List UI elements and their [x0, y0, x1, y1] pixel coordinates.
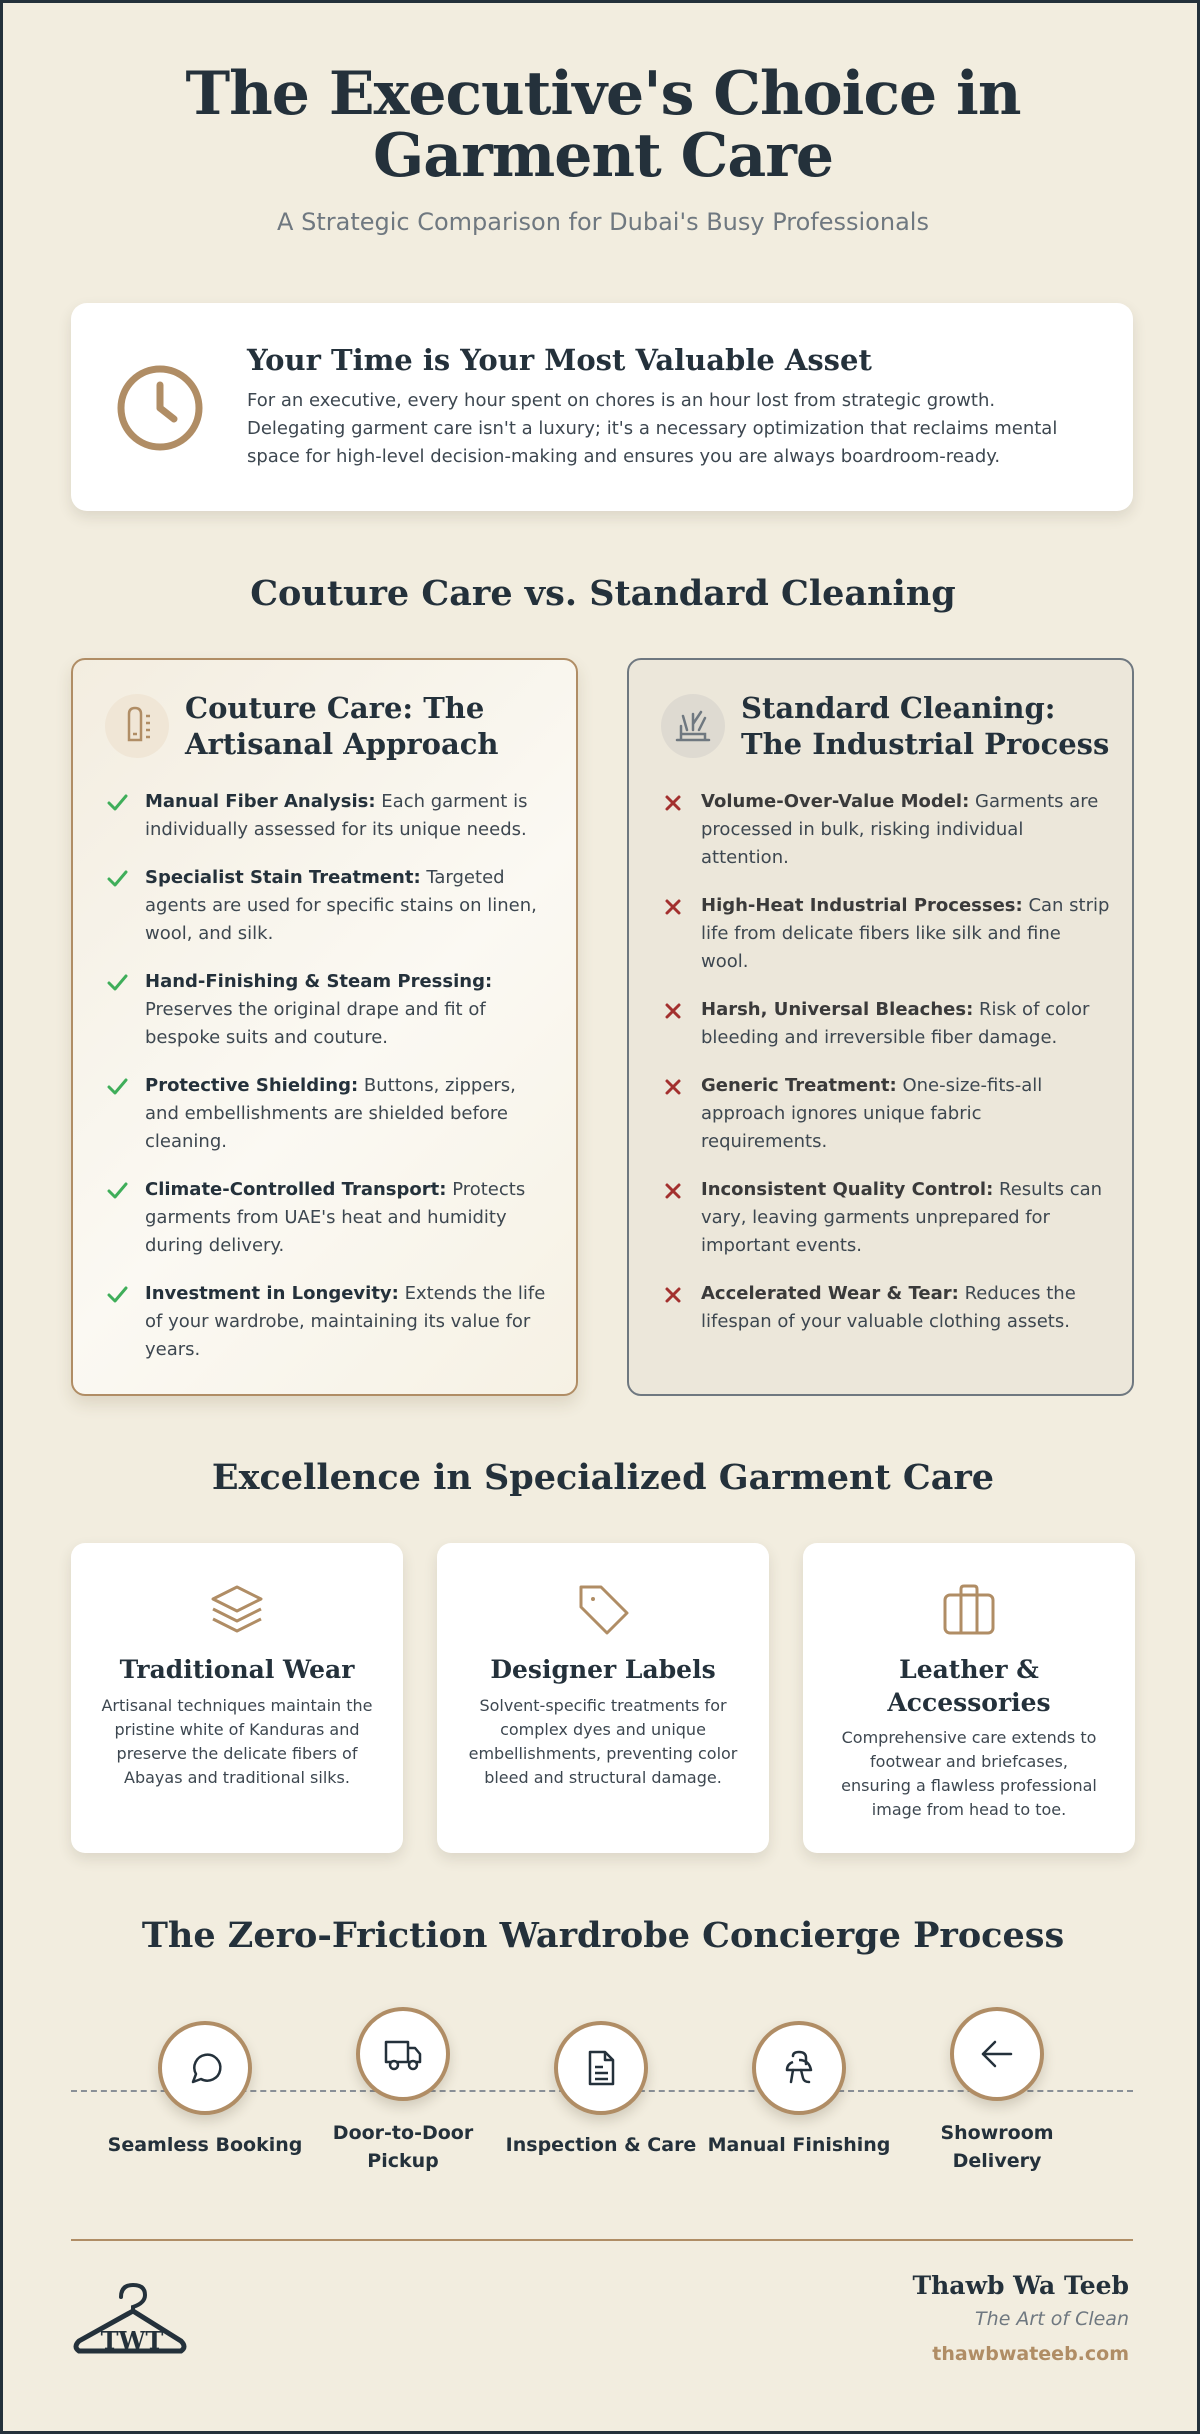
item-label: Inconsistent Quality Control:: [701, 1179, 994, 1200]
briefcase-icon: [939, 1579, 999, 1639]
list-item: [105, 864, 555, 948]
list-item: [661, 996, 1111, 1052]
cross-icon: [661, 1074, 685, 1098]
item-text: Risk of color bleeding and irreversible fiber damage.: [701, 999, 1090, 1048]
item-label: Climate-Controlled Transport:: [145, 1179, 447, 1200]
item-text: Targeted agents are used for specific stains on linen, wool, and silk.: [145, 867, 537, 944]
check-icon: [105, 1282, 129, 1306]
couture-icon-badge: [105, 694, 169, 758]
time-asset-card: [71, 303, 1133, 511]
step-icon-circle: [554, 2021, 648, 2115]
item-text: Results can vary, leaving garments unprepared for important events.: [701, 1179, 1103, 1256]
item-text: Each garment is individually assessed for its unique needs.: [145, 791, 528, 840]
standard-icon-badge: [661, 694, 725, 758]
item-label: High-Heat Industrial Processes:: [701, 895, 1023, 916]
tag-icon: [573, 1579, 633, 1639]
list-item: [661, 892, 1111, 976]
layers-icon: [207, 1579, 267, 1639]
list-item: [661, 1176, 1111, 1260]
step-label: Seamless Booking: [107, 2134, 303, 2156]
list-item: [105, 968, 555, 1052]
specialized-heading: Excellence in Specialized Garment Care: [211, 1457, 995, 1498]
card-text: Solvent-specific treatments for complex dyes and unique embellishments, preventing color bleed and structural damage.: [468, 1696, 738, 1787]
card-title: Traditional Wear: [119, 1655, 355, 1684]
truck-icon: [383, 2034, 423, 2074]
list-item: [105, 1280, 555, 1364]
couture-benefits-list: [105, 788, 555, 1384]
check-icon: [105, 1178, 129, 1202]
website-link[interactable]: thawbwateeb.com: [932, 2343, 1129, 2365]
arrow-left-icon: [977, 2034, 1017, 2074]
card-title: Leather & Accessories: [887, 1655, 1051, 1717]
check-icon: [105, 1074, 129, 1098]
cross-icon: [661, 998, 685, 1022]
hanger-logo-icon: [71, 2281, 189, 2359]
item-label: Hand-Finishing & Steam Pressing:: [145, 971, 493, 992]
step-label: Showroom Delivery: [940, 2122, 1054, 2172]
page-title: [3, 59, 1200, 191]
item-label: Investment in Longevity:: [145, 1283, 399, 1304]
clock-icon: [115, 363, 205, 453]
document-icon: [581, 2048, 621, 2088]
traditional-wear-card: [71, 1543, 403, 1853]
list-item: [661, 1280, 1111, 1336]
step-label: Manual Finishing: [707, 2134, 891, 2156]
item-text: Reduces the lifespan of your valuable clothing assets.: [701, 1283, 1076, 1332]
item-text: One-size-fits-all approach ignores unique fabric requirements.: [701, 1075, 1043, 1152]
brand-name: Thawb Wa Teeb: [912, 2271, 1129, 2300]
step-icon-circle: [158, 2021, 252, 2115]
couture-card-title: Couture Care: The Artisanal Approach: [185, 691, 499, 761]
garment-bag-icon: [105, 694, 169, 758]
standard-risks-list: [661, 788, 1111, 1356]
step-icon-circle: [752, 2021, 846, 2115]
item-label: Volume-Over-Value Model:: [701, 791, 970, 812]
step-label: Inspection & Care: [505, 2134, 697, 2156]
card-title: Designer Labels: [490, 1655, 716, 1684]
standard-cleaning-card: [627, 658, 1134, 1396]
item-label: Harsh, Universal Bleaches:: [701, 999, 974, 1020]
standard-card-title: Standard Cleaning: The Industrial Process: [741, 691, 1110, 761]
item-label: Generic Treatment:: [701, 1075, 897, 1096]
cross-icon: [661, 1282, 685, 1306]
item-label: Manual Fiber Analysis:: [145, 791, 376, 812]
footer-divider: [71, 2239, 1133, 2241]
card-text: Artisanal techniques maintain the pristine white of Kanduras and preserve the delicate fibers of Abayas and traditional silks.: [101, 1696, 373, 1787]
item-text: Can strip life from delicate fibers like silk and fine wool.: [701, 895, 1110, 972]
list-item: [105, 788, 555, 844]
item-label: Specialist Stain Treatment:: [145, 867, 421, 888]
asset-card-title: Your Time is Your Most Valuable Asset: [247, 343, 872, 377]
designer-labels-card: [437, 1543, 769, 1853]
couture-care-card: [71, 658, 578, 1396]
page-title-line-2: Garment Care: [372, 121, 834, 191]
page-title-line-1: The Executive's Choice in: [185, 59, 1021, 129]
list-item: [105, 1072, 555, 1156]
asset-card-text: For an executive, every hour spent on chores is an hour lost from strategic growth. Delegating garment care isn't a luxury; it's a necessary optimization that reclaims mental space for high-level decision-making and ensures you are always boardroom-ready.: [247, 390, 1058, 467]
list-item: [105, 1176, 555, 1260]
brand-tagline: The Art of Clean: [975, 2308, 1129, 2330]
check-icon: [105, 866, 129, 890]
card-text: Comprehensive care extends to footwear and briefcases, ensuring a flawless professional image from head to toe.: [841, 1728, 1097, 1819]
logo-text: TWT: [100, 2326, 164, 2355]
item-text: Preserves the original drape and fit of bespoke suits and couture.: [145, 999, 486, 1048]
item-label: Accelerated Wear & Tear:: [701, 1283, 959, 1304]
cross-icon: [661, 790, 685, 814]
list-item: [661, 1072, 1111, 1156]
process-heading: The Zero-Friction Wardrobe Concierge Process: [141, 1915, 1065, 1956]
step-icon-circle: [950, 2007, 1044, 2101]
item-text: Buttons, zippers, and embellishments are shielded before cleaning.: [145, 1075, 516, 1152]
item-text: Garments are processed in bulk, risking individual attention.: [701, 791, 1099, 868]
comparison-heading: Couture Care vs. Standard Cleaning: [250, 573, 956, 614]
item-text: Extends the life of your wardrobe, maintaining its value for years.: [145, 1283, 546, 1360]
cross-icon: [661, 894, 685, 918]
check-icon: [105, 790, 129, 814]
check-icon: [105, 970, 129, 994]
step-label: Door-to-Door Pickup: [332, 2122, 474, 2172]
item-text: Protects garments from UAE's heat and humidity during delivery.: [145, 1179, 526, 1256]
leather-accessories-card: [803, 1543, 1135, 1853]
industrial-plant-icon: [661, 694, 725, 758]
page-subtitle: A Strategic Comparison for Dubai's Busy Professionals: [277, 208, 929, 236]
item-label: Protective Shielding:: [145, 1075, 359, 1096]
chat-bubble-icon: [185, 2048, 225, 2088]
steam-iron-icon: [779, 2048, 819, 2088]
cross-icon: [661, 1178, 685, 1202]
list-item: [661, 788, 1111, 872]
step-icon-circle: [356, 2007, 450, 2101]
